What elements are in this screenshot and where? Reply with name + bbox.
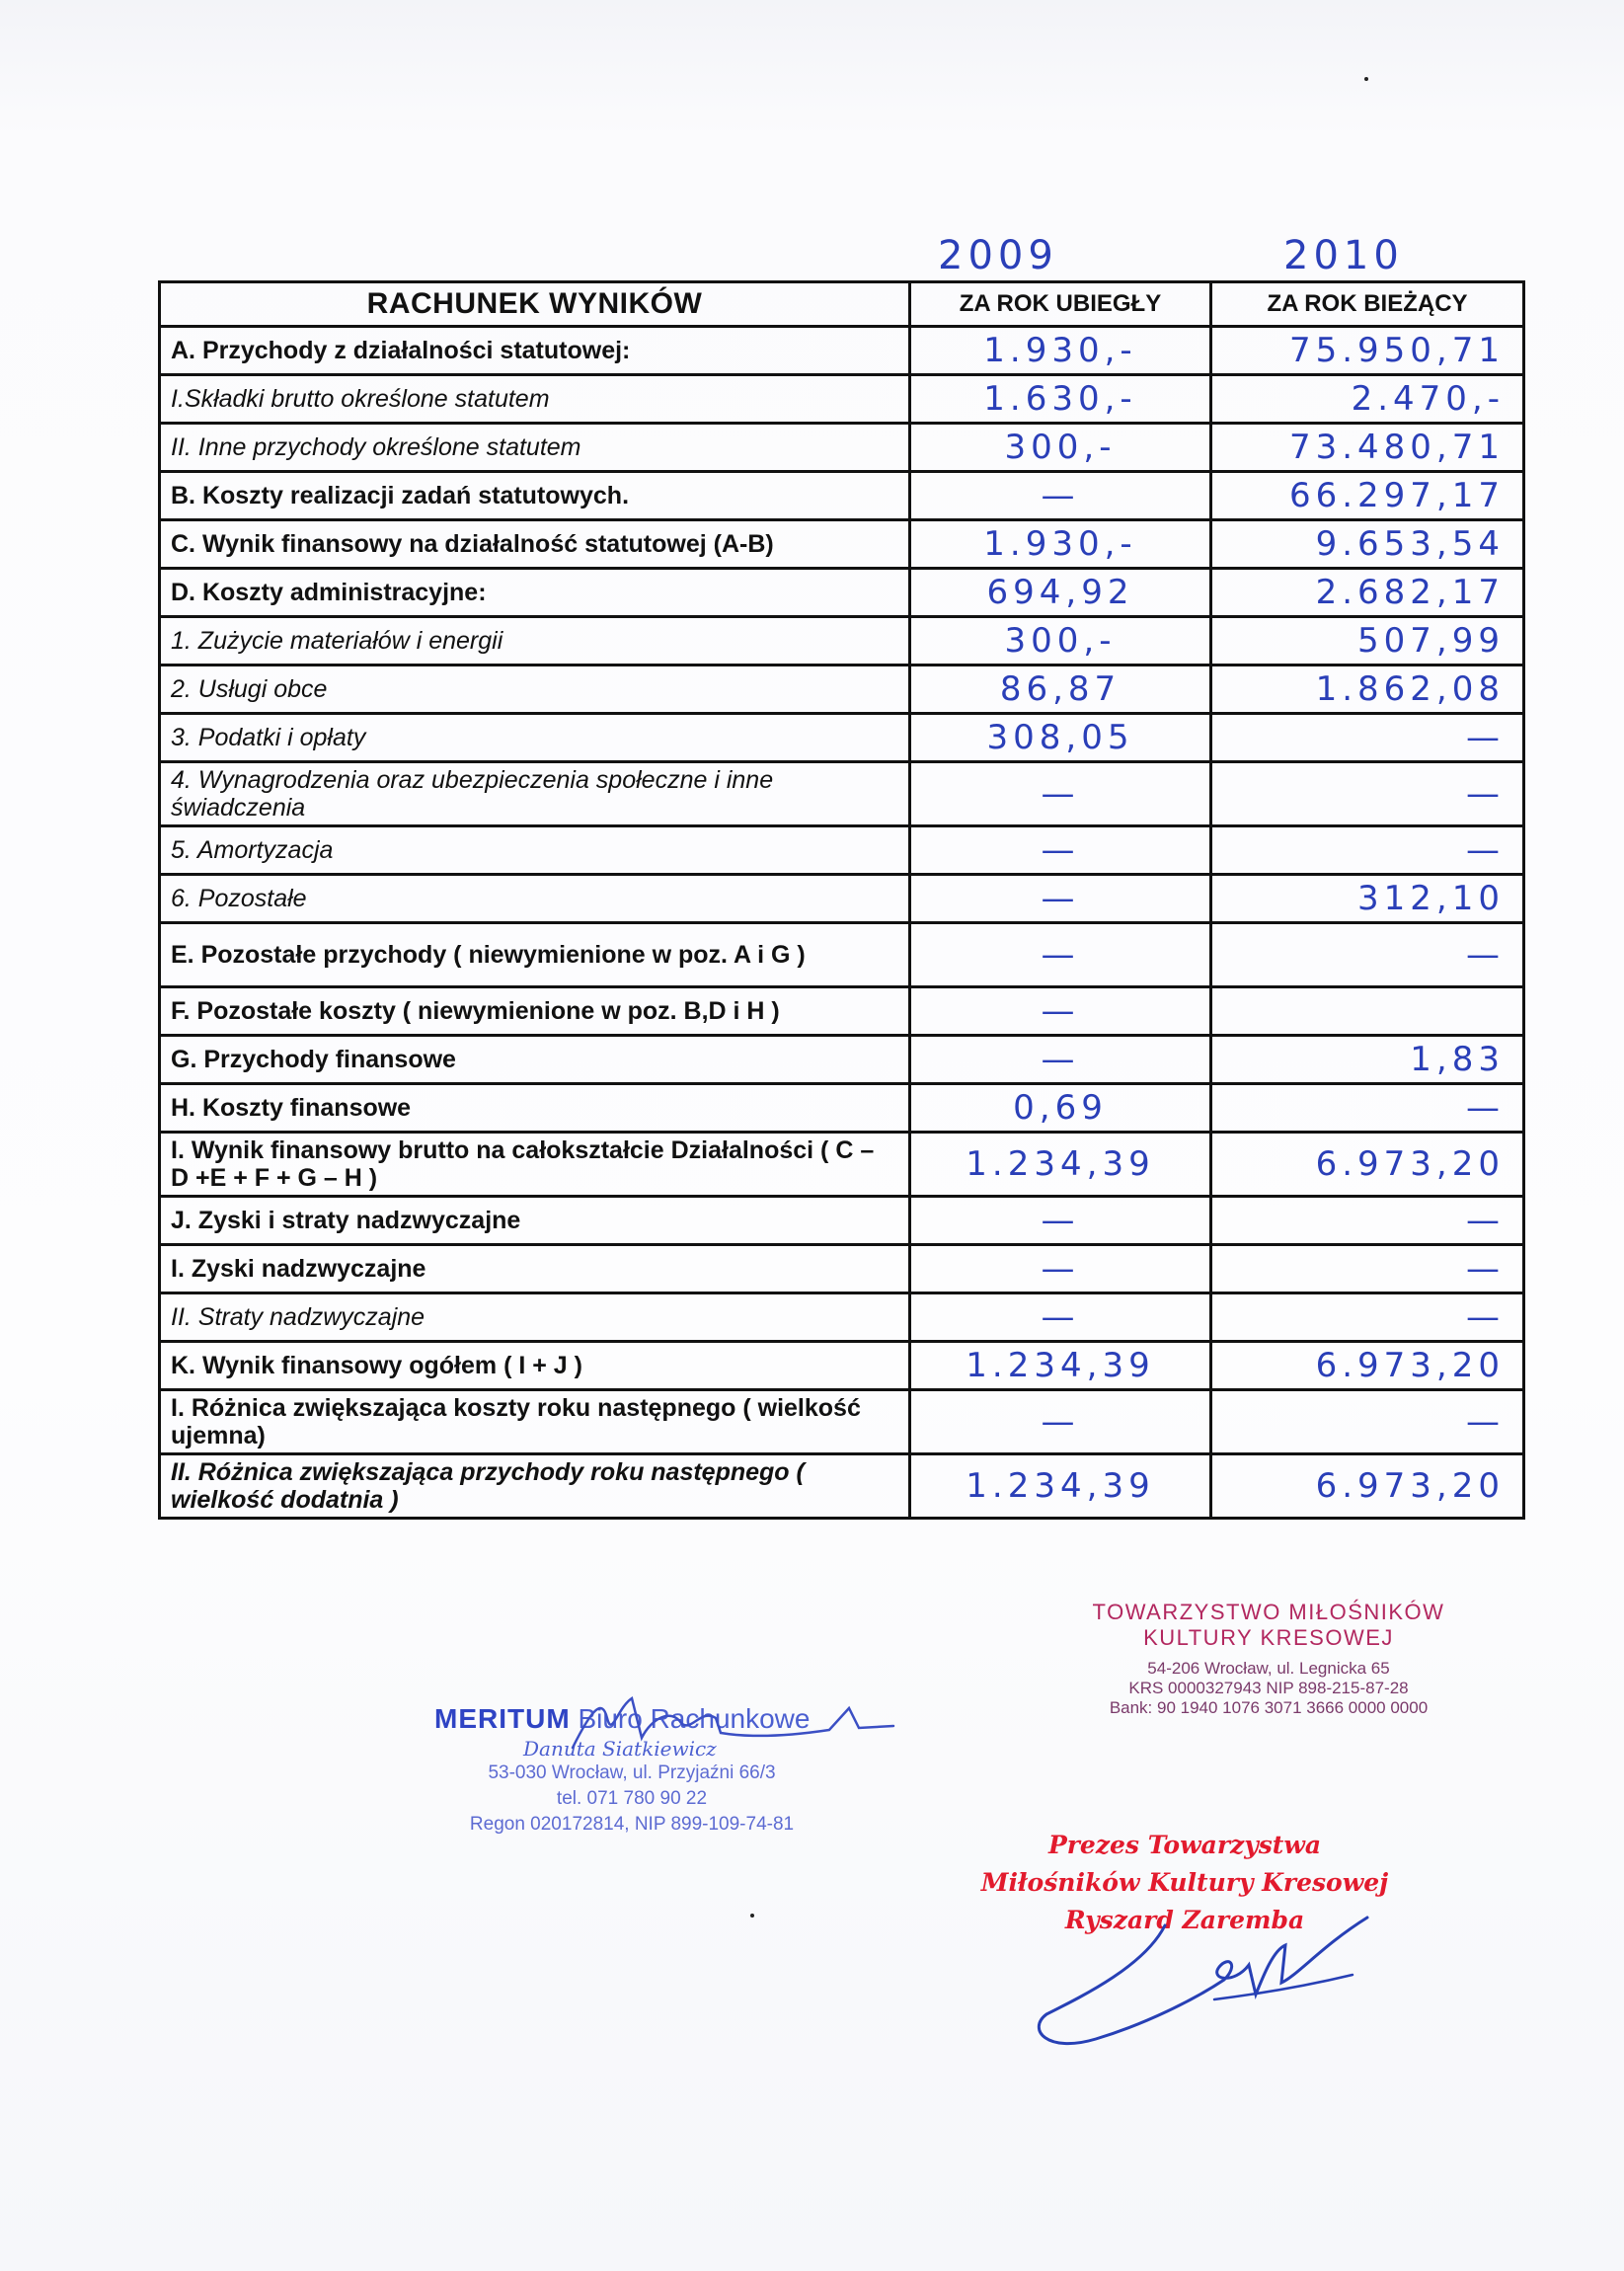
row-value-curr-year: 6.973,20	[1211, 1342, 1524, 1390]
society-name-line1: TOWARZYSTWO MIŁOŚNIKÓW	[1092, 1600, 1445, 1624]
row-value-prev-year: —	[910, 826, 1211, 875]
row-value-curr-year: —	[1211, 714, 1524, 762]
accountant-signature-icon	[533, 1679, 908, 1767]
table-row	[160, 714, 1524, 762]
row-value-prev-year: —	[910, 923, 1211, 987]
row-value-curr-year: 507,99	[1211, 617, 1524, 666]
row-value-curr-year: —	[1211, 826, 1524, 875]
row-value-curr-year: —	[1211, 923, 1524, 987]
income-statement-table	[158, 280, 1525, 1520]
row-label: C. Wynik finansowy na działalność statutowej (A-B)	[160, 520, 910, 569]
row-label: 1. Zużycie materiałów i energii	[160, 617, 910, 666]
column-header-prev-year: ZA ROK UBIEGŁY	[910, 282, 1211, 327]
row-value-curr-year: 66.297,17	[1211, 472, 1524, 520]
row-value-prev-year: 1.234,39	[910, 1133, 1211, 1197]
meritum-address: 53-030 Wrocław, ul. Przyjaźni 66/3	[488, 1762, 776, 1783]
table-row	[160, 666, 1524, 714]
row-value-prev-year: 1.630,-	[910, 375, 1211, 424]
table-title: RACHUNEK WYNIKÓW	[160, 282, 910, 327]
row-label: E. Pozostałe przychody ( niewymienione w poz. A i G )	[160, 923, 910, 987]
meritum-person: Danuta Siatkiewicz	[523, 1737, 717, 1761]
row-value-prev-year: 0,69	[910, 1084, 1211, 1133]
row-label: G. Przychody finansowe	[160, 1036, 910, 1084]
row-label: I.Składki brutto określone statutem	[160, 375, 910, 424]
column-header-curr-year: ZA ROK BIEŻĄCY	[1211, 282, 1524, 327]
president-signature-icon	[1027, 1906, 1382, 2064]
table-header-row	[160, 282, 1524, 327]
society-krs-nip: KRS 0000327943 NIP 898-215-87-28	[1128, 1679, 1409, 1697]
row-value-curr-year	[1211, 987, 1524, 1036]
scan-speck	[1364, 77, 1368, 81]
row-label: 2. Usługi obce	[160, 666, 910, 714]
row-label: 3. Podatki i opłaty	[160, 714, 910, 762]
scan-speck	[750, 1914, 754, 1918]
table-row	[160, 1293, 1524, 1342]
row-value-prev-year: —	[910, 987, 1211, 1036]
row-value-curr-year: —	[1211, 1293, 1524, 1342]
row-label: II. Straty nadzwyczajne	[160, 1293, 910, 1342]
table-row	[160, 923, 1524, 987]
meritum-phone: tel. 071 780 90 22	[556, 1788, 708, 1809]
table-row	[160, 1084, 1524, 1133]
table-row	[160, 826, 1524, 875]
meritum-ids: Regon 020172814, NIP 899-109-74-81	[469, 1814, 795, 1835]
society-stamp	[1081, 1600, 1456, 1718]
table-row	[160, 617, 1524, 666]
table-row	[160, 1036, 1524, 1084]
row-label: I. Wynik finansowy brutto na całokształcie Działalności ( C – D +E + F + G – H )	[160, 1133, 910, 1197]
row-value-curr-year: 2.470,-	[1211, 375, 1524, 424]
row-value-prev-year: 308,05	[910, 714, 1211, 762]
table-row	[160, 327, 1524, 375]
meritum-brand: MERITUM	[434, 1703, 571, 1734]
row-label: J. Zyski i straty nadzwyczajne	[160, 1197, 910, 1245]
society-bank: Bank: 90 1940 1076 3071 3666 0000 0000	[1109, 1698, 1429, 1717]
row-value-curr-year: 9.653,54	[1211, 520, 1524, 569]
year-curr-handwritten: 2010	[1283, 233, 1404, 278]
row-value-prev-year: —	[910, 1197, 1211, 1245]
row-value-prev-year: 300,-	[910, 617, 1211, 666]
row-label: D. Koszty administracyjne:	[160, 569, 910, 617]
row-value-curr-year: —	[1211, 1084, 1524, 1133]
society-address: 54-206 Wrocław, ul. Legnicka 65	[1147, 1659, 1390, 1678]
row-value-curr-year: 73.480,71	[1211, 424, 1524, 472]
table-row	[160, 762, 1524, 826]
row-label: A. Przychody z działalności statutowej:	[160, 327, 910, 375]
row-value-curr-year: —	[1211, 762, 1524, 826]
table-row	[160, 424, 1524, 472]
table-body	[160, 327, 1524, 1519]
row-label: F. Pozostałe koszty ( niewymienione w poz. B,D i H )	[160, 987, 910, 1036]
row-value-prev-year: —	[910, 875, 1211, 923]
row-value-curr-year: 1,83	[1211, 1036, 1524, 1084]
row-value-prev-year: 86,87	[910, 666, 1211, 714]
row-value-prev-year: 1.234,39	[910, 1454, 1211, 1519]
president-line1: Prezes Towarzystwa	[1047, 1831, 1322, 1859]
row-label: 5. Amortyzacja	[160, 826, 910, 875]
row-value-prev-year: —	[910, 762, 1211, 826]
row-label: 4. Wynagrodzenia oraz ubezpieczenia społeczne i inne świadczenia	[160, 762, 910, 826]
row-label: I. Zyski nadzwyczajne	[160, 1245, 910, 1293]
row-value-prev-year: —	[910, 472, 1211, 520]
row-value-curr-year: 312,10	[1211, 875, 1524, 923]
row-label: I. Różnica zwiększająca koszty roku następnego ( wielkość ujemna)	[160, 1390, 910, 1454]
table-row	[160, 1454, 1524, 1519]
table-row	[160, 987, 1524, 1036]
year-prev-handwritten: 2009	[938, 233, 1058, 278]
row-value-prev-year: 300,-	[910, 424, 1211, 472]
row-label: 6. Pozostałe	[160, 875, 910, 923]
table-row	[160, 375, 1524, 424]
meritum-firm-rest: Biuro Rachunkowe	[578, 1703, 811, 1734]
row-value-prev-year: 1.234,39	[910, 1342, 1211, 1390]
president-line2: Miłośników Kultury Kresowej	[980, 1868, 1389, 1897]
row-value-curr-year: —	[1211, 1390, 1524, 1454]
row-value-curr-year: 6.973,20	[1211, 1454, 1524, 1519]
row-value-prev-year: 1.930,-	[910, 520, 1211, 569]
row-value-prev-year: —	[910, 1390, 1211, 1454]
row-label: II. Inne przychody określone statutem	[160, 424, 910, 472]
table-row	[160, 569, 1524, 617]
table-row	[160, 875, 1524, 923]
table-row	[160, 1390, 1524, 1454]
row-label: B. Koszty realizacji zadań statutowych.	[160, 472, 910, 520]
row-value-curr-year: 1.862,08	[1211, 666, 1524, 714]
table-row	[160, 1133, 1524, 1197]
table-row	[160, 1342, 1524, 1390]
president-line3: Ryszard Zaremba	[1064, 1906, 1305, 1934]
table-row	[160, 472, 1524, 520]
row-label: H. Koszty finansowe	[160, 1084, 910, 1133]
row-value-curr-year: 75.950,71	[1211, 327, 1524, 375]
row-label: II. Różnica zwiększająca przychody roku następnego ( wielkość dodatnia )	[160, 1454, 910, 1519]
row-value-prev-year: —	[910, 1245, 1211, 1293]
row-value-curr-year: 2.682,17	[1211, 569, 1524, 617]
row-value-curr-year: —	[1211, 1197, 1524, 1245]
row-label: K. Wynik finansowy ogółem ( I + J )	[160, 1342, 910, 1390]
row-value-prev-year: —	[910, 1293, 1211, 1342]
table-row	[160, 520, 1524, 569]
row-value-curr-year: —	[1211, 1245, 1524, 1293]
table-row	[160, 1245, 1524, 1293]
society-name-line2: KULTURY KRESOWEJ	[1143, 1625, 1394, 1650]
row-value-prev-year: 694,92	[910, 569, 1211, 617]
row-value-prev-year: 1.930,-	[910, 327, 1211, 375]
row-value-curr-year: 6.973,20	[1211, 1133, 1524, 1197]
row-value-prev-year: —	[910, 1036, 1211, 1084]
table-row	[160, 1197, 1524, 1245]
